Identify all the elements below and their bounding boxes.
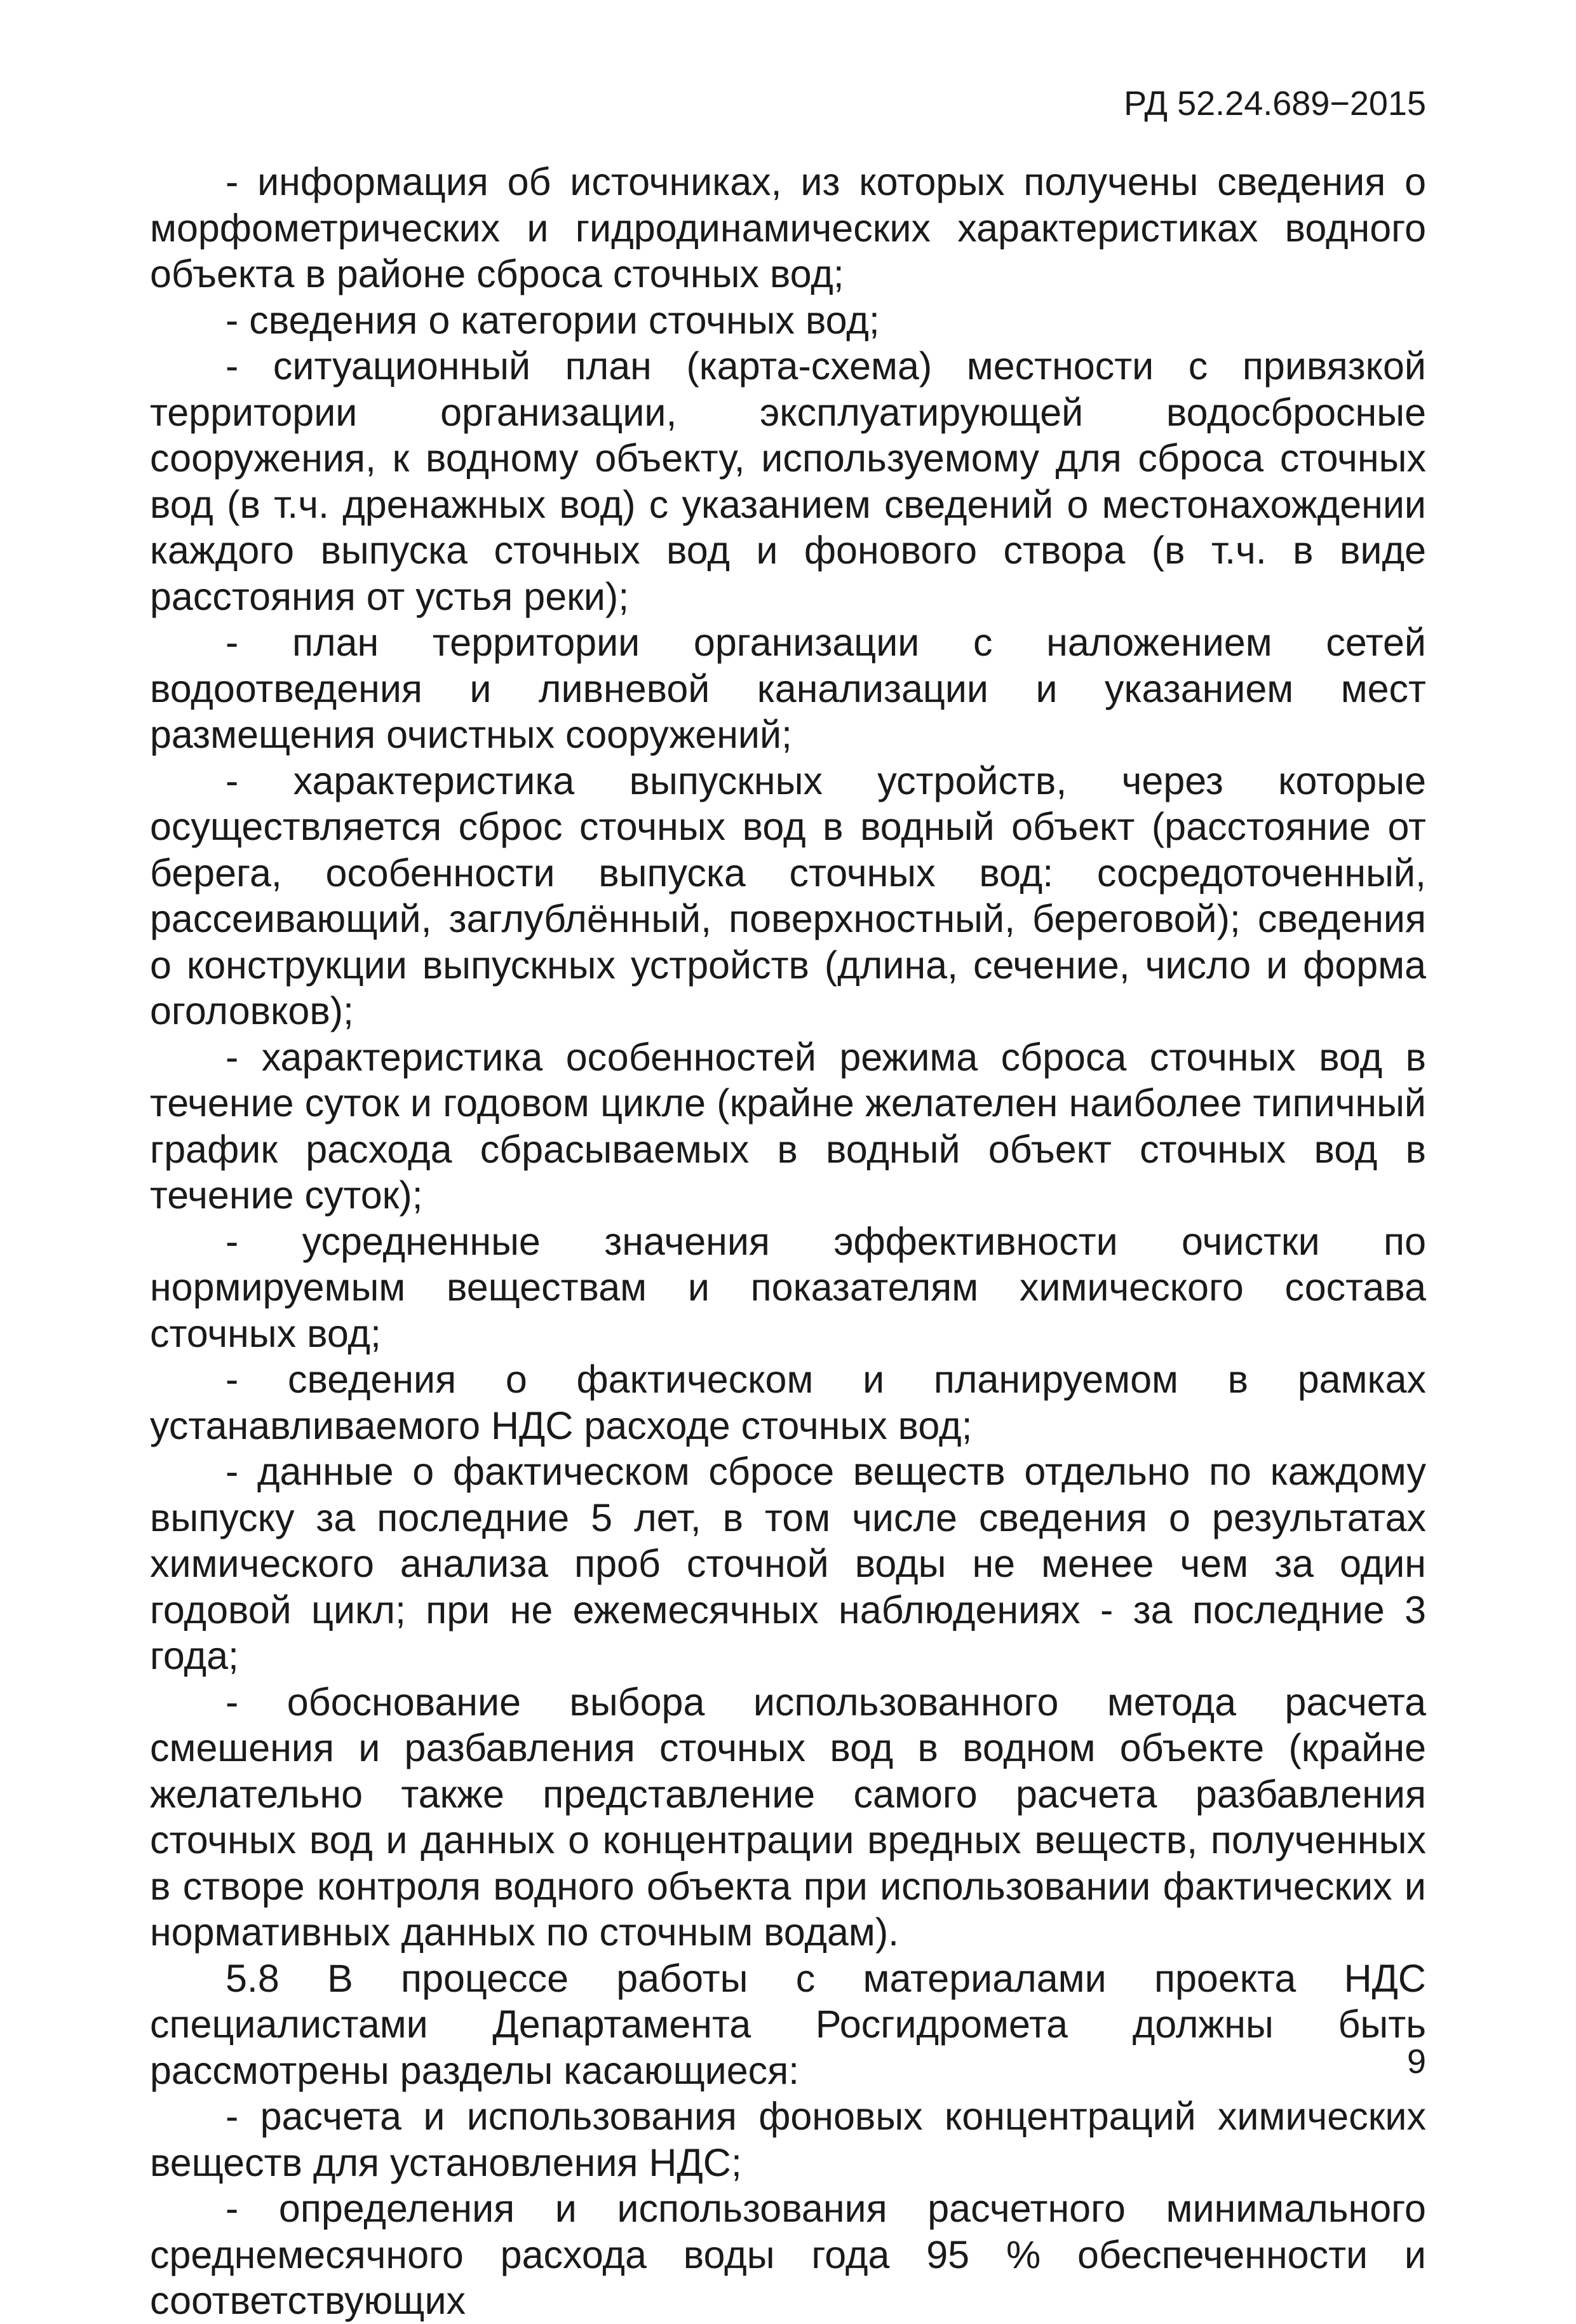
list-item-situation-plan: - ситуационный план (карта-схема) местности с привязкой территории организации, эксплуатирующей водосбросные сооружения, к водному объекту, используемому для сброса сточных вод (в т.ч. дренажных вод) с указанием сведений о местонахождении каждого выпуска сточных вод и фонового створа (в т.ч. в виде расстояния от устья реки); <box>150 344 1426 618</box>
list-item-sources-info: - информация об источниках, из которых получены сведения о морфометрических и гидродинамических характеристиках водного объекта в районе сброса сточных вод; <box>150 160 1426 295</box>
list-item-mixing-method: - обоснование выбора использованного метода расчета смешения и разбавления сточных вод в водном объекте (крайне желательно также представление самого расчета разбавления сточных вод и данных о концентрации вредных веществ, полученных в створе контроля водного объекта при использовании фактических и нормативных данных по сточным водам). <box>150 1680 1426 1954</box>
page-number: 9 <box>1406 2043 1426 2081</box>
list-item-actual-discharge: - данные о фактическом сбросе веществ отдельно по каждому выпуску за последние 5 лет, в том числе сведения о результатах химического анализа проб сточной воды не менее чем за один годовой цикл; при не ежемесячных наблюдениях - за последние 3 года; <box>150 1450 1426 1677</box>
list-item-background-concentrations: - расчета и использования фоновых концентраций химических веществ для установления НДС; <box>150 2095 1426 2184</box>
list-item-discharge-regime: - характеристика особенностей режима сброса сточных вод в течение суток и годовом цикле (крайне желателен наиболее типичный график расхода сбрасываемых в водный объект сточных вод в течение суток); <box>150 1035 1426 1217</box>
section-5-8-paragraph: 5.8 В процессе работы с материалами проекта НДС специалистами Департамента Росгидромета должны быть рассмотрены разделы касающиеся: <box>150 1956 1426 2092</box>
list-item-minimum-flow: - определения и использования расчетного минимального среднемесячного расхода воды года 95 % обеспеченности и соответствующих <box>150 2187 1426 2322</box>
document-body <box>150 159 1426 2324</box>
document-code: РД 52.24.689−2015 <box>1124 84 1426 123</box>
list-item-outlet-devices: - характеристика выпускных устройств, через которые осуществляется сброс сточных вод в водный объект (расстояние от берега, особенности выпуска сточных вод: сосредоточенный, рассеивающий, заглублённый, поверхностный, береговой); сведения о конструкции выпускных устройств (длина, сечение, число и форма оголовков); <box>150 759 1426 1032</box>
list-item-territory-plan: - план территории организации с наложением сетей водоотведения и ливневой канализации и указанием мест размещения очистных сооружений; <box>150 621 1426 756</box>
list-item-discharge-flow: - сведения о фактическом и планируемом в рамках устанавливаемого НДС расходе сточных вод; <box>150 1358 1426 1447</box>
list-item-treatment-efficiency: - усредненные значения эффективности очистки по нормируемым веществам и показателям химического состава сточных вод; <box>150 1219 1426 1355</box>
list-item-wastewater-category: - сведения о категории сточных вод; <box>226 298 880 342</box>
